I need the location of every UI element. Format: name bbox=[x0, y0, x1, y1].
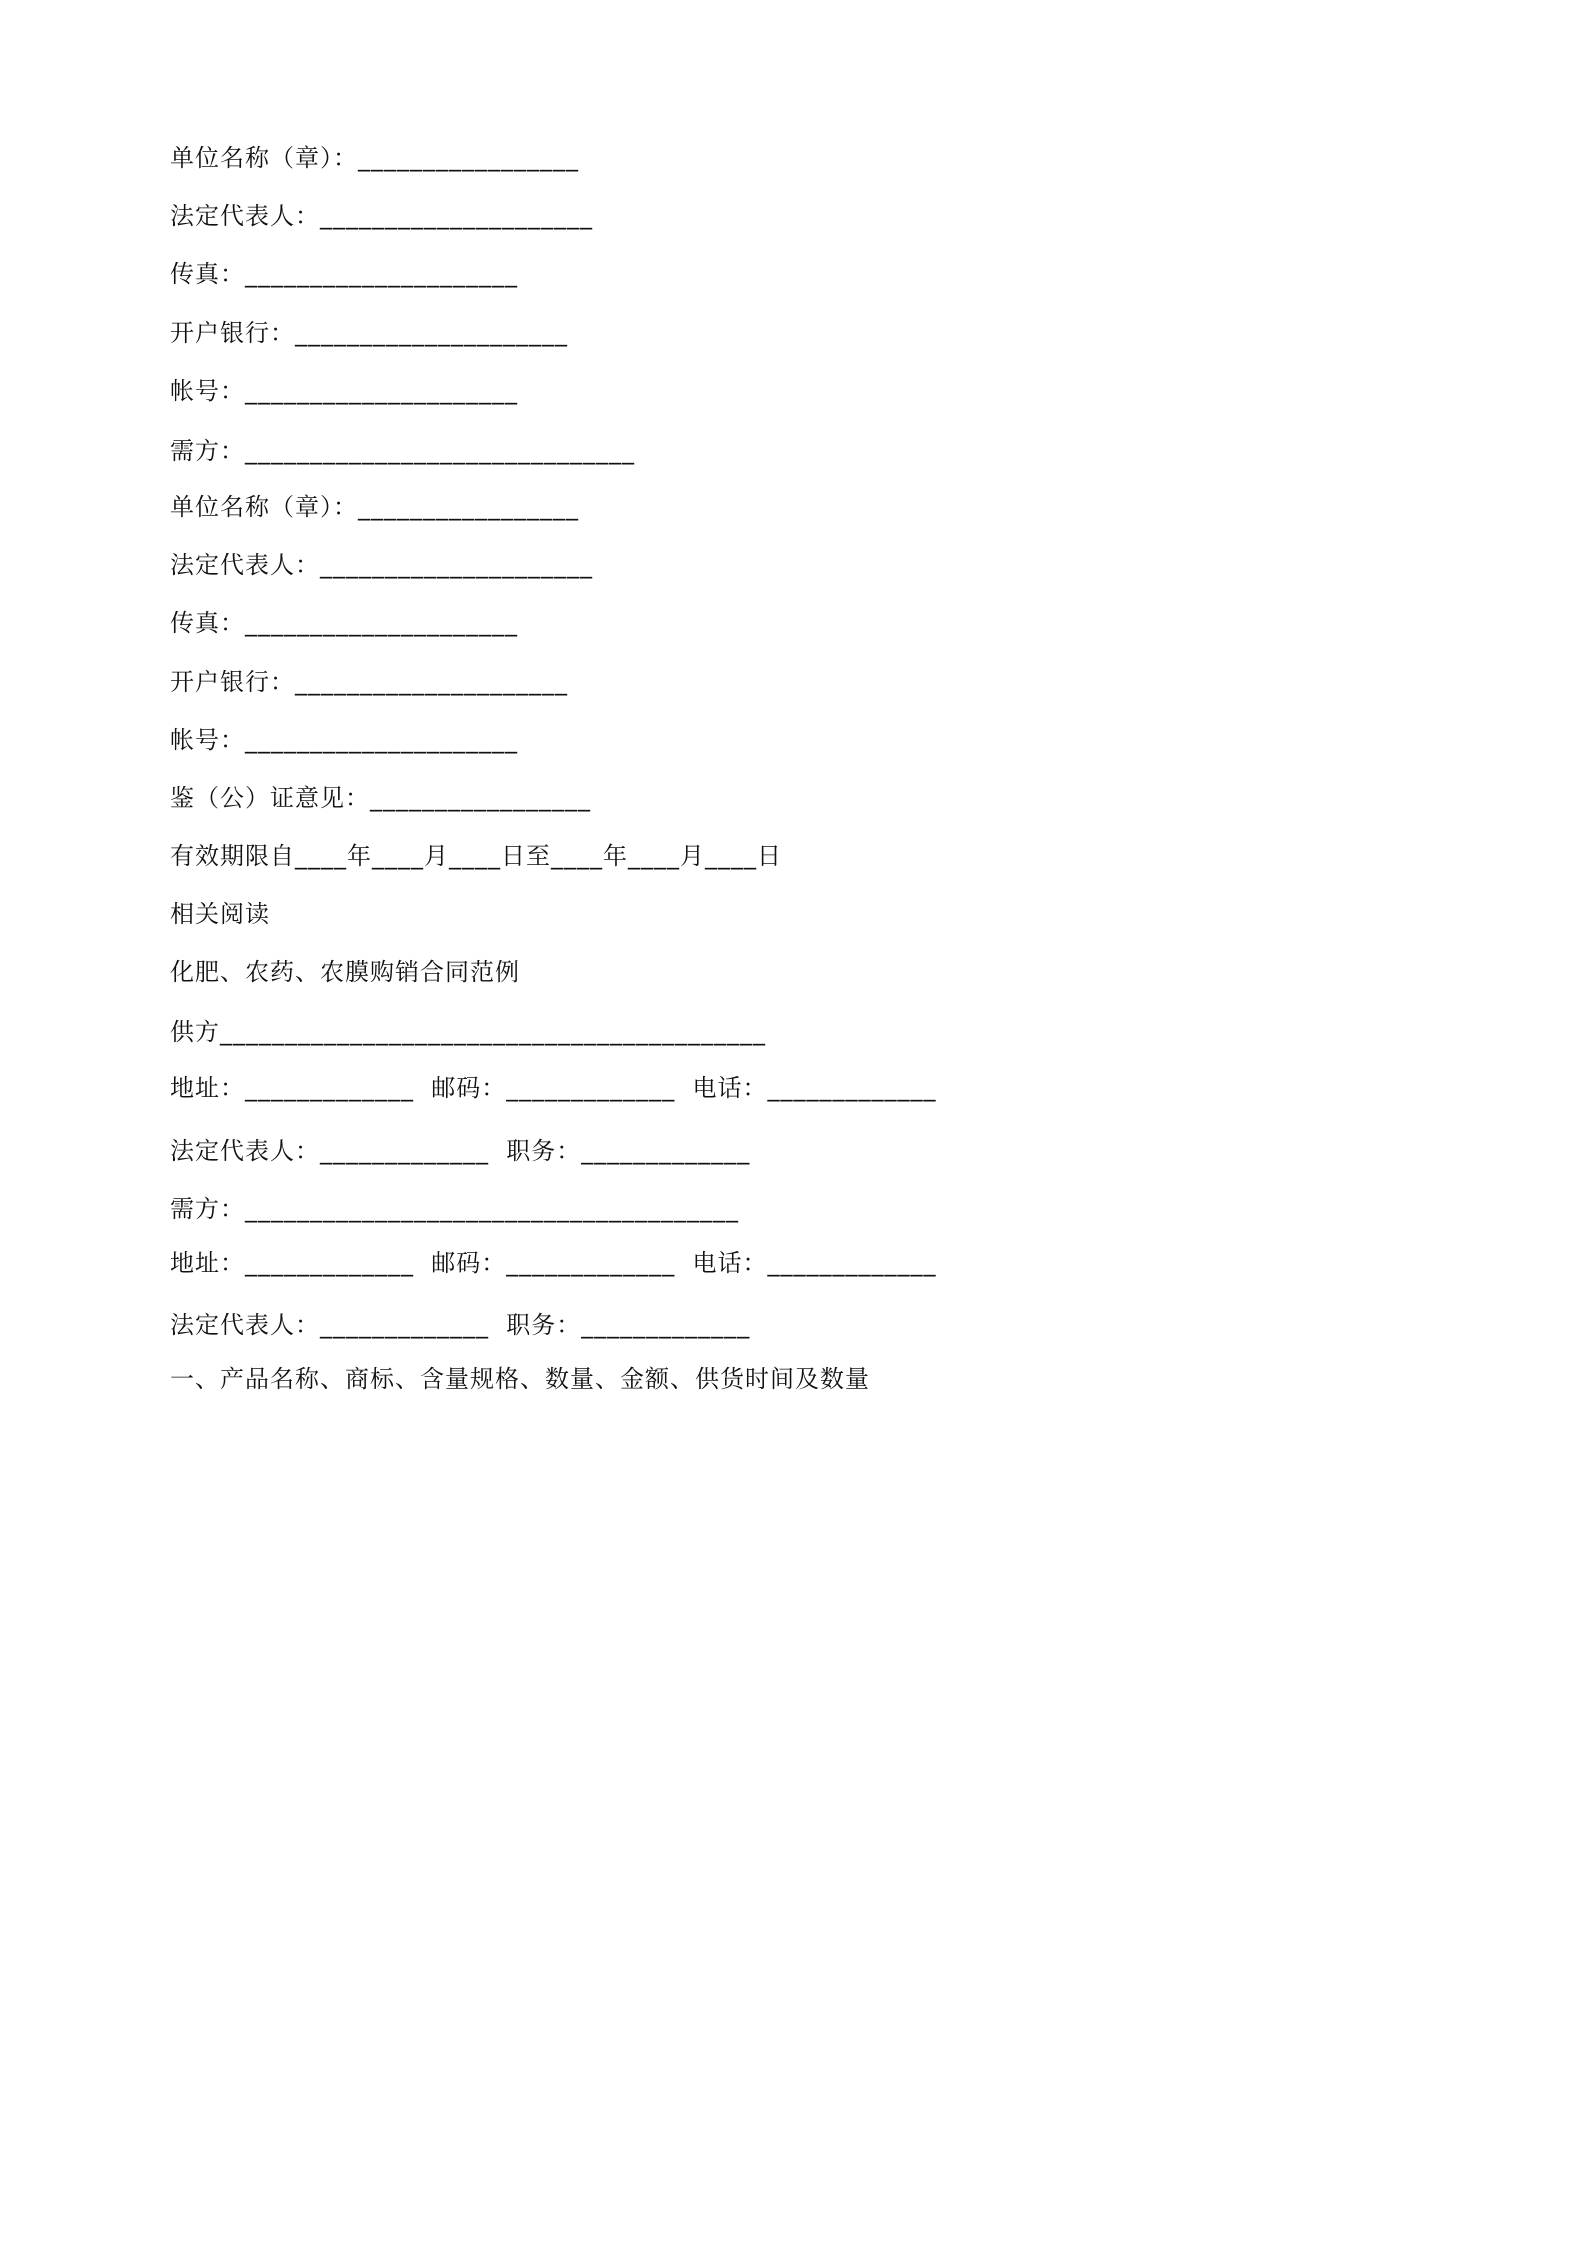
supplier-line: 供方__________________________________________ bbox=[170, 1018, 766, 1046]
buyer2-address-line: 地址：_____________ 邮码：_____________ 电话：_____________ bbox=[170, 1249, 937, 1277]
buyer-line: 需方：______________________________ bbox=[170, 437, 635, 465]
document-page bbox=[0, 0, 1120, 1584]
seller-unit-name-line: 单位名称（章）：_________________ bbox=[170, 144, 579, 172]
section-one-heading: 一、产品名称、商标、含量规格、数量、金额、供货时间及数量 bbox=[170, 1365, 870, 1393]
seller-legal-rep-line: 法定代表人：_____________________ bbox=[170, 202, 593, 230]
buyer2-legal-rep-line: 法定代表人：_____________ 职务：_____________ bbox=[170, 1311, 751, 1339]
buyer2-line: 需方：______________________________________ bbox=[170, 1195, 739, 1223]
seller-bank-line: 开户银行：_____________________ bbox=[170, 319, 568, 347]
buyer-legal-rep-line: 法定代表人：_____________________ bbox=[170, 551, 593, 579]
validity-period-line: 有效期限自____年____月____日至____年____月____日 bbox=[170, 842, 782, 870]
seller-account-line: 帐号：_____________________ bbox=[170, 377, 518, 405]
buyer-unit-name-line: 单位名称（章）：_________________ bbox=[170, 493, 579, 521]
notary-opinion-line: 鉴（公）证意见：_________________ bbox=[170, 784, 591, 812]
buyer-fax-line: 传真：_____________________ bbox=[170, 609, 518, 637]
related-reading-heading: 相关阅读 bbox=[170, 900, 270, 928]
seller-fax-line: 传真：_____________________ bbox=[170, 260, 518, 288]
buyer-account-line: 帐号：_____________________ bbox=[170, 726, 518, 754]
buyer-bank-line: 开户银行：_____________________ bbox=[170, 668, 568, 696]
contract-title: 化肥、农药、农膜购销合同范例 bbox=[170, 958, 520, 986]
supplier-address-line: 地址：_____________ 邮码：_____________ 电话：_____________ bbox=[170, 1074, 937, 1102]
supplier-legal-rep-line: 法定代表人：_____________ 职务：_____________ bbox=[170, 1137, 751, 1165]
